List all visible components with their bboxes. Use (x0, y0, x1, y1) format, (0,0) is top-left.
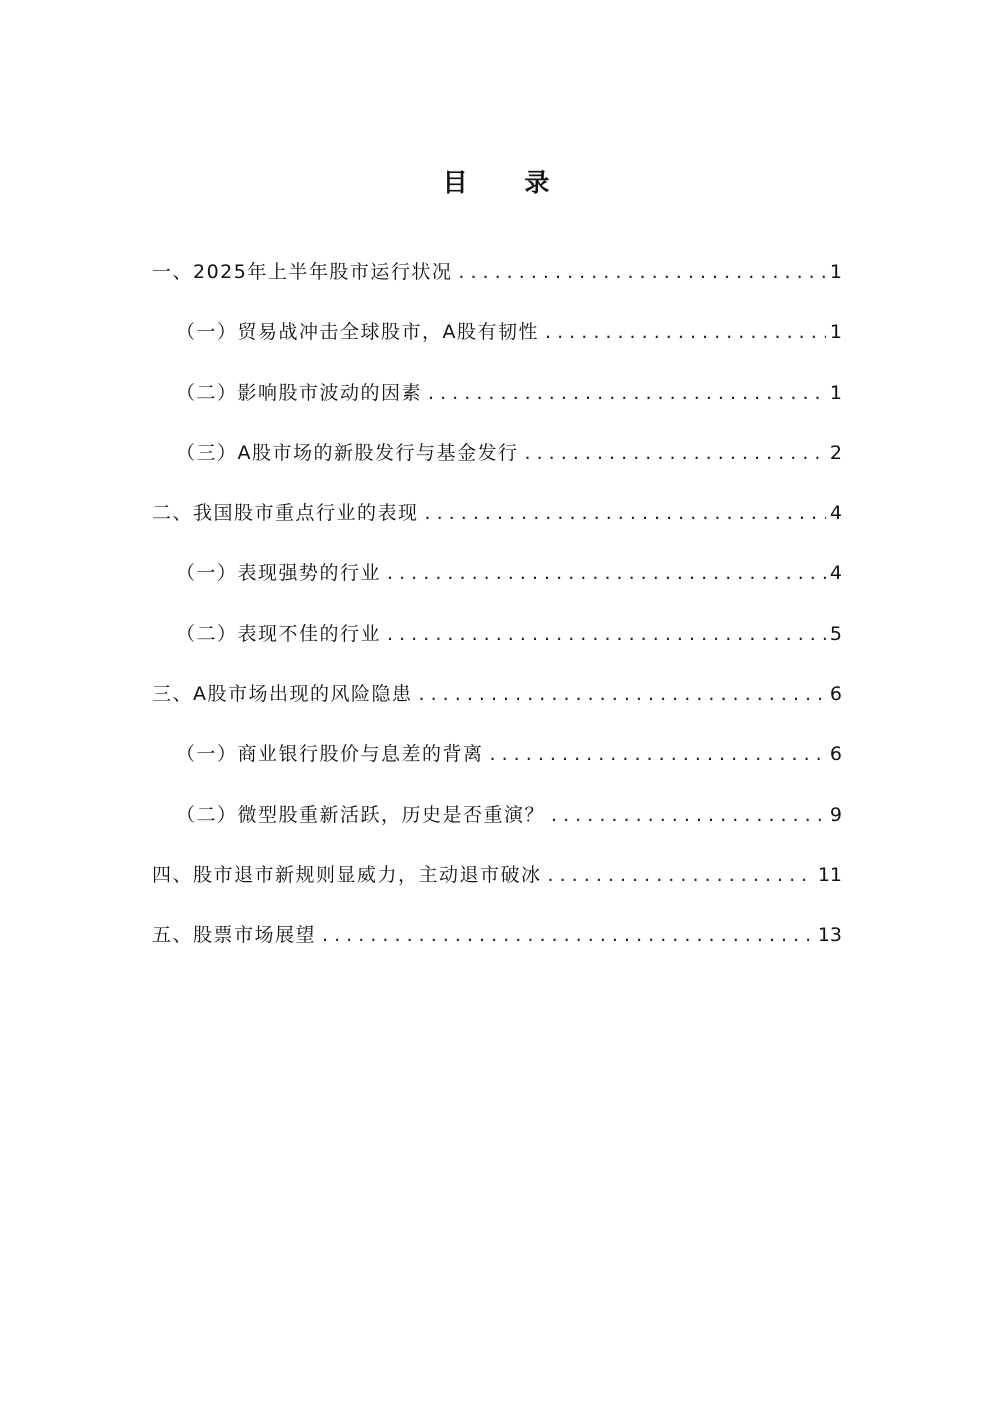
toc-entry-label: 四、股市退市新规则显威力，主动退市破冰 (152, 863, 542, 886)
toc-entry[interactable] (152, 674, 842, 734)
toc-entry[interactable] (152, 795, 842, 855)
page-title: 目 录 (442, 167, 574, 197)
toc-entry-page: 1 (829, 321, 842, 344)
toc-entry[interactable] (152, 855, 842, 915)
toc-entry-page: 13 (817, 924, 842, 947)
toc-dot-leader (525, 433, 826, 473)
toc-entry[interactable] (152, 734, 842, 794)
table-of-contents (152, 252, 842, 976)
toc-entry-label: 一、2025年上半年股市运行状况 (152, 261, 453, 283)
toc-entry-page: 6 (829, 743, 842, 766)
toc-entry[interactable] (152, 614, 842, 674)
toc-entry[interactable] (152, 433, 842, 493)
toc-entry-page: 6 (829, 683, 842, 706)
toc-entry[interactable] (152, 915, 842, 975)
toc-entry-label: （一）贸易战冲击全球股市，A股有韧性 (176, 321, 539, 344)
toc-entry-page: 9 (829, 803, 842, 826)
toc-dot-leader (548, 855, 814, 895)
toc-entry-label: （二）表现不佳的行业 (176, 622, 382, 645)
toc-dot-leader (322, 915, 814, 955)
toc-entry-label: （二）微型股重新活跃，历史是否重演？ (176, 803, 546, 826)
toc-dot-leader (458, 252, 826, 292)
toc-entry[interactable] (152, 373, 842, 433)
toc-dot-leader (419, 674, 826, 714)
toc-dot-leader (387, 614, 826, 654)
toc-dot-leader (490, 734, 826, 774)
toc-entry-label: （二）影响股市波动的因素 (176, 381, 423, 404)
toc-dot-leader (428, 373, 826, 413)
toc-entry-page: 1 (829, 381, 842, 404)
toc-entry-label: 二、我国股市重点行业的表现 (152, 502, 419, 525)
toc-entry-page: 1 (829, 261, 842, 283)
toc-dot-leader (545, 312, 826, 352)
toc-entry-label: 三、A股市场出现的风险隐患 (152, 683, 413, 706)
toc-entry-page: 11 (817, 863, 842, 886)
toc-entry-page: 5 (829, 622, 842, 645)
toc-entry[interactable] (152, 312, 842, 372)
toc-entry-page: 4 (829, 562, 842, 585)
toc-dot-leader (551, 795, 826, 835)
toc-entry-label: （一）表现强势的行业 (176, 562, 382, 585)
toc-entry-page: 4 (829, 502, 842, 525)
toc-entry-page: 2 (829, 441, 842, 464)
toc-entry[interactable] (152, 252, 842, 312)
toc-entry-label: （三）A股市场的新股发行与基金发行 (176, 441, 519, 464)
toc-dot-leader (387, 553, 826, 593)
toc-dot-leader (425, 493, 826, 533)
toc-entry[interactable] (152, 493, 842, 553)
toc-entry-label: 五、股票市场展望 (152, 924, 317, 947)
toc-entry[interactable] (152, 553, 842, 613)
toc-entry-label: （一）商业银行股价与息差的背离 (176, 743, 484, 766)
